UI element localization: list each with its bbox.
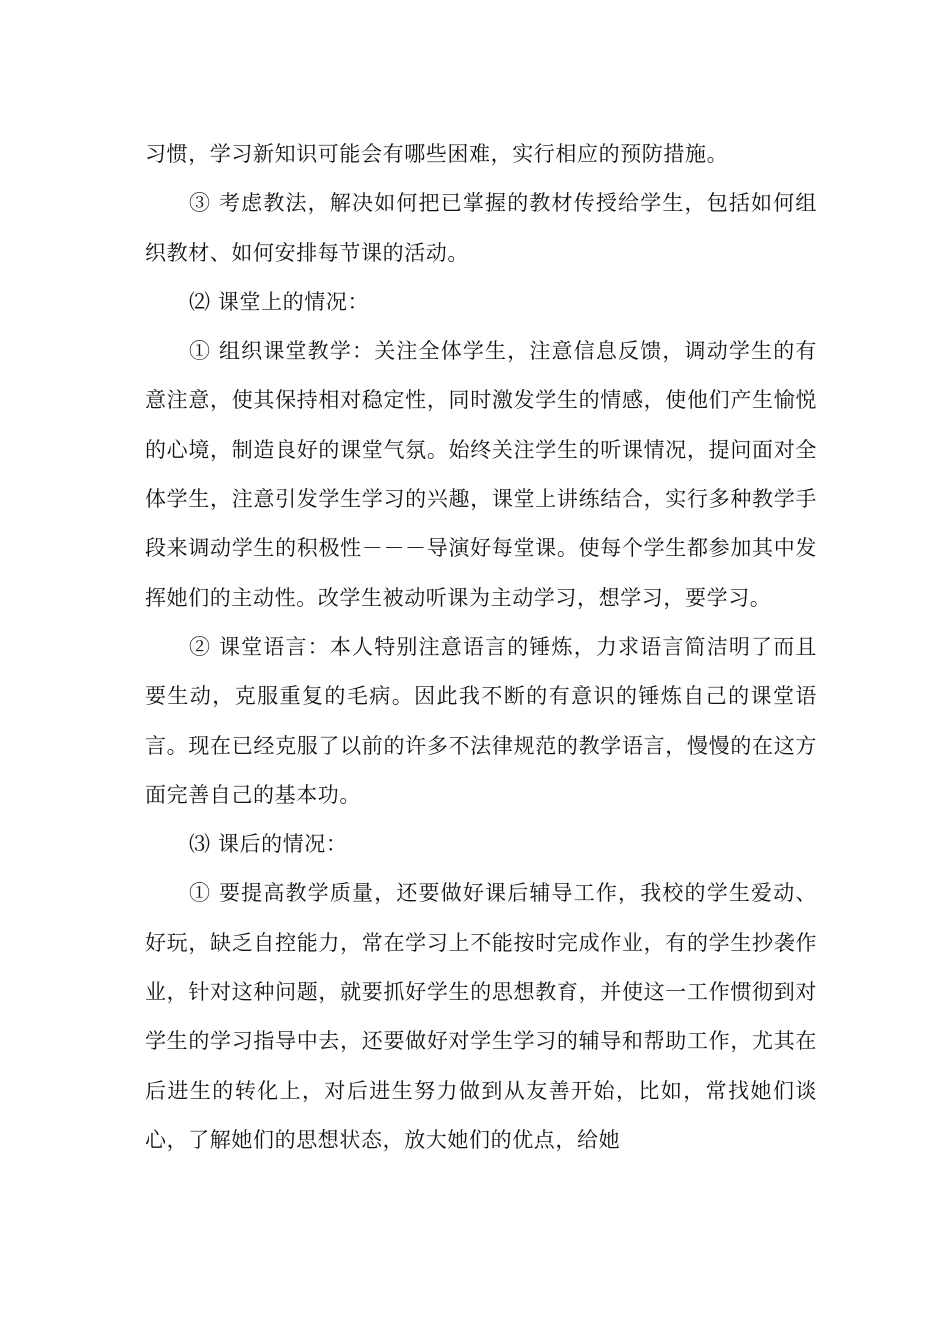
body-text [145,130,817,1165]
paragraph-2: ③ 考虑教法，解决如何把已掌握的教材传授给学生，包括如何组织教材、如何安排每节课的活动。 [145,191,817,265]
paragraph-4: ① 组织课堂教学：关注全体学生，注意信息反馈，调动学生的有意注意，使其保持相对稳定性，同时激发学生的情感，使他们产生愉悦的心境，制造良好的课堂气氛。始终关注学生的听课情况，提问面对全体学生，注意引发学生学习的兴趣，课堂上讲练结合，实行多种教学手段来调动学生的积极性－－－导演好每堂课。使每个学生都参加其中发挥她们的主动性。改学生被动听课为主动学习，想学习，要学习。 [145,339,817,610]
paragraph-7: ① 要提高教学质量，还要做好课后辅导工作，我校的学生爱动、好玩，缺乏自控能力，常在学习上不能按时完成作业，有的学生抄袭作业，针对这种问题，就要抓好学生的思想教育，并使这一工作惯彻到对学生的学习指导中去，还要做好对学生学习的辅导和帮助工作，尤其在后进生的转化上，对后进生努力做到从友善开始，比如，常找她们谈心，了解她们的思想状态，放大她们的优点，给她 [145,881,817,1152]
paragraph-5: ② 课堂语言：本人特别注意语言的锤炼，力求语言简洁明了而且要生动，克服重复的毛病。因此我不断的有意识的锤炼自己的课堂语言。现在已经克服了以前的许多不法律规范的教学语言，慢慢的在这方面完善自己的基本功。 [145,634,817,807]
paragraph-6: ⑶ 课后的情况： [189,832,348,857]
paragraph-1: 习惯，学习新知识可能会有哪些困难，实行相应的预防措施。 [145,142,729,166]
paragraph-3: ⑵ 课堂上的情况： [189,289,370,314]
